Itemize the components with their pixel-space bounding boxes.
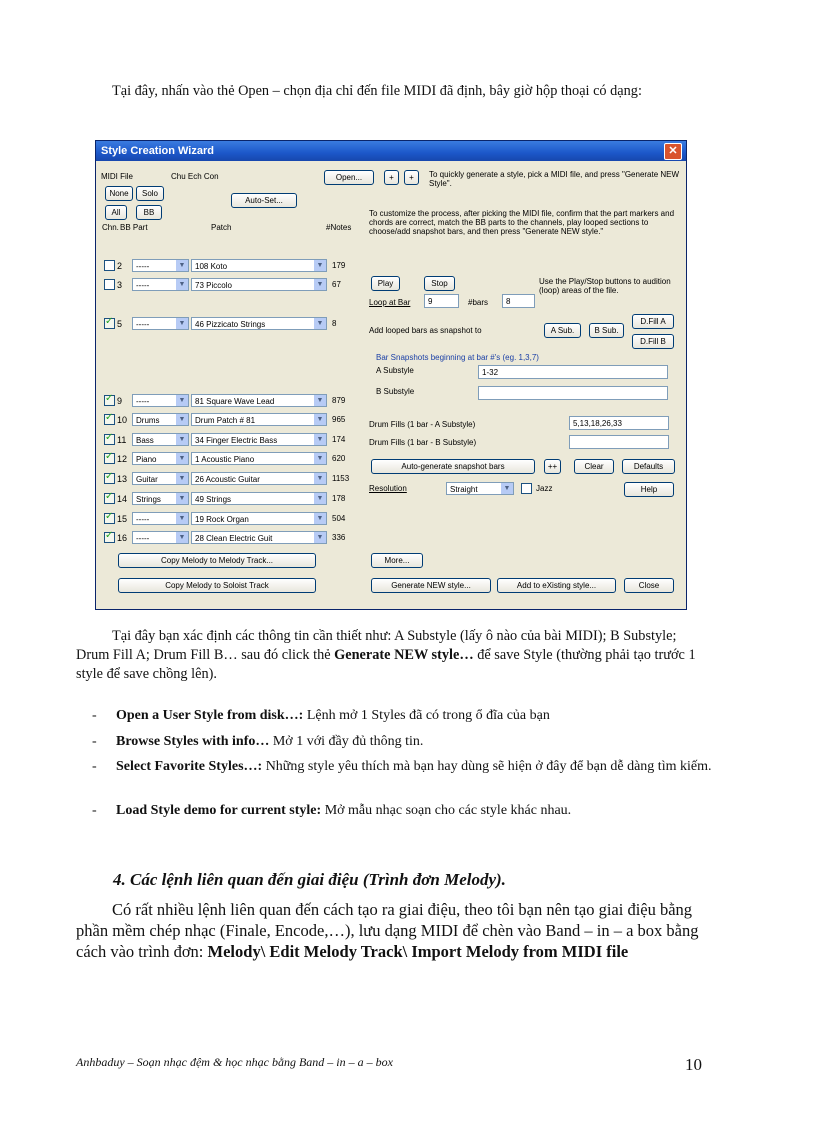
notes-count: 879 [332, 396, 346, 405]
patch-select[interactable] [191, 472, 327, 485]
list-item [92, 732, 716, 751]
channel-number: 2 [117, 261, 123, 271]
bullet-dash: - [92, 759, 97, 774]
chevron-down-icon: ▼ [314, 473, 326, 484]
chevron-down-icon: ▼ [176, 260, 188, 271]
chevron-down-icon: ▼ [176, 279, 188, 290]
resolution-select[interactable] [446, 482, 514, 495]
patch-select[interactable] [191, 394, 327, 407]
page-number: 10 [685, 1055, 702, 1074]
help-button[interactable]: Help [624, 482, 674, 497]
bb-part-value: Strings [136, 495, 161, 504]
midi-file-name: Chu Ech Con [171, 172, 219, 181]
channel-number: 13 [117, 474, 128, 484]
chevron-down-icon: ▼ [176, 532, 188, 543]
channel-number: 9 [117, 396, 123, 406]
bars-label: #bars [468, 298, 489, 307]
notes-count: 178 [332, 494, 346, 503]
bb-part-value: Drums [136, 416, 160, 425]
desc-text-2: để save Style (thường phải tạo trước 1 style để save chồng lên). [76, 647, 696, 682]
channel-checkbox[interactable] [104, 318, 115, 329]
notes-count: 965 [332, 415, 346, 424]
bullet-dash: - [92, 803, 97, 818]
play-button[interactable]: Play [371, 276, 400, 291]
open-button[interactable]: Open... [324, 170, 374, 185]
patch-select[interactable] [191, 492, 327, 505]
channel-number: 15 [117, 514, 128, 524]
chevron-down-icon: ▼ [176, 513, 188, 524]
patch-select[interactable] [191, 531, 327, 544]
bb-part-select[interactable] [132, 394, 189, 407]
play-hint: Use the Play/Stop buttons to audition (loop) areas of the file. [539, 277, 671, 295]
chevron-down-icon: ▼ [314, 493, 326, 504]
chevron-down-icon: ▼ [176, 395, 188, 406]
chevron-down-icon: ▼ [176, 318, 188, 329]
bb-part-value: ----- [136, 534, 150, 543]
channel-checkbox[interactable] [104, 453, 115, 464]
bb-part-select[interactable] [132, 433, 189, 446]
notes-count: 179 [332, 261, 346, 270]
list-item [92, 706, 716, 725]
patch-value: 28 Clean Electric Guit [195, 534, 273, 543]
patch-value: 49 Strings [195, 495, 232, 504]
bb-part-select[interactable] [132, 413, 189, 426]
channel-number: 11 [117, 435, 127, 445]
copy-melody-button[interactable]: Copy Melody to Melody Track... [118, 553, 316, 568]
notes-count: 67 [332, 280, 341, 289]
bullet-text: Mở mẫu nhạc soạn cho các style khác nhau. [321, 803, 572, 818]
list-item [92, 801, 716, 820]
bb-part-select[interactable] [132, 492, 189, 505]
plus-button[interactable]: + [384, 170, 399, 185]
drum-fill-a-field[interactable]: 5,13,18,26,33 [569, 416, 669, 430]
channel-checkbox[interactable] [104, 513, 115, 524]
jazz-label: Jazz [536, 484, 553, 493]
copy-soloist-button[interactable]: Copy Melody to Soloist Track [118, 578, 316, 593]
col-bbpart: BB Part [120, 223, 148, 232]
intro-paragraph: Tại đây, nhấn vào thẻ Open – chọn địa chỉ đến file MIDI đã định, bây giờ hộp thoại có dạng: [112, 83, 642, 99]
patch-select[interactable] [191, 452, 327, 465]
patch-value: 1 Acoustic Piano [195, 455, 255, 464]
channel-checkbox[interactable] [104, 395, 115, 406]
bb-part-select[interactable] [132, 472, 189, 485]
section-body [76, 899, 716, 962]
minus-button[interactable]: + [404, 170, 419, 185]
patch-select[interactable] [191, 512, 327, 525]
chevron-down-icon: ▼ [314, 453, 326, 464]
patch-value: 19 Rock Organ [195, 515, 249, 524]
section-heading: 4. Các lệnh liên quan đến giai điệu (Trình đơn Melody). [113, 870, 506, 889]
section-body-text: Có rất nhiều lệnh liên quan đến cách tạo ra giai điệu, theo tôi bạn nên tạo giai điệu bằng phần mềm chép nhạc (Finale, Encode,…), lưu dạng MIDI để chèn vào Band – in – a box bằng cách vào trình đơn: [76, 900, 699, 961]
bb-part-value: Guitar [136, 475, 158, 484]
patch-value: 73 Piccolo [195, 281, 232, 290]
bullet-bold: Select Favorite Styles…: [116, 759, 263, 774]
channel-number: 14 [117, 494, 128, 504]
stop-button[interactable]: Stop [424, 276, 455, 291]
loop-at-bar-field[interactable]: 9 [424, 294, 459, 308]
notes-count: 8 [332, 319, 337, 328]
patch-value: 26 Acoustic Guitar [195, 475, 260, 484]
jazz-checkbox[interactable] [521, 483, 532, 494]
notes-count: 620 [332, 454, 346, 463]
channel-checkbox[interactable] [104, 493, 115, 504]
chevron-down-icon: ▼ [314, 395, 326, 406]
notes-count: 1153 [332, 474, 350, 483]
patch-value: 81 Square Wave Lead [195, 397, 275, 406]
drum-fill-b-field[interactable] [569, 435, 669, 449]
chevron-down-icon: ▼ [314, 434, 326, 445]
chevron-down-icon: ▼ [314, 318, 326, 329]
bb-button[interactable]: BB [136, 205, 162, 220]
none-button[interactable]: None [105, 186, 133, 201]
loop-at-bar-label: Loop at Bar [369, 298, 411, 307]
autoset-button[interactable]: Auto-Set... [231, 193, 297, 208]
more-button[interactable]: More... [371, 553, 423, 568]
customize-text: To customize the process, after picking the MIDI file, confirm that the part markers and chords are correct, match the BB parts to the channels, play looped sections to choose/add snapshot bars, and then press "Generate NEW style." [369, 209, 675, 236]
chevron-down-icon: ▼ [314, 414, 326, 425]
channel-checkbox[interactable] [104, 434, 115, 445]
patch-value: Drum Patch # 81 [195, 416, 256, 425]
chevron-down-icon: ▼ [314, 260, 326, 271]
bb-part-value: ----- [136, 320, 150, 329]
bullet-bold: Load Style demo for current style: [116, 803, 322, 818]
channel-checkbox[interactable] [104, 279, 115, 290]
bullet-bold: Browse Styles with info… [116, 734, 270, 749]
channel-number: 10 [117, 415, 128, 425]
bb-part-select[interactable] [132, 259, 189, 272]
notes-count: 174 [332, 435, 346, 444]
drum-fill-b-label: Drum Fills (1 bar - B Substyle) [369, 438, 477, 447]
bb-part-value: ----- [136, 397, 150, 406]
description-paragraph [76, 627, 706, 684]
channel-checkbox[interactable] [104, 414, 115, 425]
style-creation-wizard-dialog [95, 140, 687, 610]
midi-file-label: MIDI File [101, 172, 133, 181]
bb-part-select[interactable] [132, 512, 189, 525]
bullet-bold: Open a User Style from disk…: [116, 708, 304, 723]
list-item [92, 757, 716, 776]
snapshot-title: Bar Snapshots beginning at bar #'s (eg. 1,3,7) [376, 353, 539, 362]
resolution-value: Straight [450, 485, 478, 494]
all-button[interactable]: All [105, 205, 127, 220]
chevron-down-icon: ▼ [501, 483, 513, 494]
bb-part-select[interactable] [132, 531, 189, 544]
plusplus-button[interactable]: ++ [544, 459, 561, 474]
close-button[interactable]: Close [624, 578, 674, 593]
patch-select[interactable] [191, 278, 327, 291]
bb-part-select[interactable] [132, 452, 189, 465]
chevron-down-icon: ▼ [176, 434, 188, 445]
chevron-down-icon: ▼ [314, 279, 326, 290]
dfill-b-button[interactable]: D.Fill B [632, 334, 674, 349]
chevron-down-icon: ▼ [314, 532, 326, 543]
notes-count: 336 [332, 533, 346, 542]
resolution-label: Resolution [369, 484, 407, 493]
bullet-text: Mở 1 với đầy đủ thông tin. [269, 734, 424, 749]
chevron-down-icon: ▼ [176, 493, 188, 504]
channel-number: 12 [117, 454, 128, 464]
add-looped-label: Add looped bars as snapshot to [369, 326, 482, 335]
col-patch: Patch [211, 223, 232, 232]
chevron-down-icon: ▼ [176, 453, 188, 464]
notes-count: 504 [332, 514, 346, 523]
clear-button[interactable]: Clear [574, 459, 614, 474]
bb-part-select[interactable] [132, 278, 189, 291]
bb-part-value: Bass [136, 436, 154, 445]
bars-field[interactable]: 8 [502, 294, 535, 308]
bb-part-value: Piano [136, 455, 157, 464]
chevron-down-icon: ▼ [314, 513, 326, 524]
patch-value: 46 Pizzicato Strings [195, 320, 266, 329]
generate-new-style-button[interactable]: Generate NEW style... [371, 578, 491, 593]
col-chn: Chn. [102, 223, 119, 232]
b-substyle-field[interactable] [478, 386, 668, 400]
bullet-dash: - [92, 708, 97, 723]
close-icon[interactable]: ✕ [664, 143, 682, 160]
a-substyle-label: A Substyle [376, 366, 414, 375]
bb-part-value: ----- [136, 262, 150, 271]
channel-checkbox[interactable] [104, 260, 115, 271]
patch-select[interactable] [191, 259, 327, 272]
chevron-down-icon: ▼ [176, 414, 188, 425]
desc-text-1: Tại đây bạn xác định các thông tin cần thiết như: A Substyle (lấy ô nào của bài MIDI); B Substyle; Drum Fill A; Drum Fill B… sau đó click thẻ [76, 628, 677, 663]
section-body-bold: Melody\ Edit Melody Track\ Import Melody from MIDI file [207, 942, 629, 961]
title-bar [96, 141, 686, 161]
bullet-text: Những style yêu thích mà bạn hay dùng sẽ hiện ở đây để bạn dễ dàng tìm kiếm. [262, 759, 712, 774]
defaults-button[interactable]: Defaults [622, 459, 675, 474]
solo-button[interactable]: Solo [136, 186, 164, 201]
footer: Anhbaduy – Soạn nhạc đệm & học nhạc bằng Band – in – a – box [76, 1055, 393, 1069]
add-existing-style-button[interactable]: Add to eXisting style... [497, 578, 616, 593]
patch-select[interactable] [191, 433, 327, 446]
dialog-title: Style Creation Wizard [101, 145, 214, 157]
chevron-down-icon: ▼ [176, 473, 188, 484]
channel-checkbox[interactable] [104, 532, 115, 543]
bullet-text: Lệnh mở 1 Styles đã có trong ổ đĩa của bạn [303, 708, 550, 723]
drum-fill-a-label: Drum Fills (1 bar - A Substyle) [369, 420, 476, 429]
a-substyle-field[interactable]: 1-32 [478, 365, 668, 379]
b-substyle-label: B Substyle [376, 387, 415, 396]
channel-number: 5 [117, 319, 123, 329]
bb-part-select[interactable] [132, 317, 189, 330]
desc-bold: Generate NEW style… [334, 647, 474, 663]
quick-hint: To quickly generate a style, pick a MIDI file, and press "Generate NEW Style". [429, 170, 680, 188]
col-notes: #Notes [326, 223, 352, 232]
patch-select[interactable] [191, 413, 327, 426]
bullet-dash: - [92, 734, 97, 749]
channel-number: 16 [117, 533, 128, 543]
patch-value: 34 Finger Electric Bass [195, 436, 278, 445]
bb-part-value: ----- [136, 515, 150, 524]
patch-value: 108 Koto [195, 262, 228, 271]
dfill-a-button[interactable]: D.Fill A [632, 314, 674, 329]
channel-checkbox[interactable] [104, 473, 115, 484]
autogen-snapshot-button[interactable]: Auto-generate snapshot bars [371, 459, 535, 474]
a-sub-button[interactable]: A Sub. [544, 323, 581, 338]
patch-select[interactable] [191, 317, 327, 330]
channel-number: 3 [117, 280, 123, 290]
b-sub-button[interactable]: B Sub. [589, 323, 624, 338]
bb-part-value: ----- [136, 281, 150, 290]
